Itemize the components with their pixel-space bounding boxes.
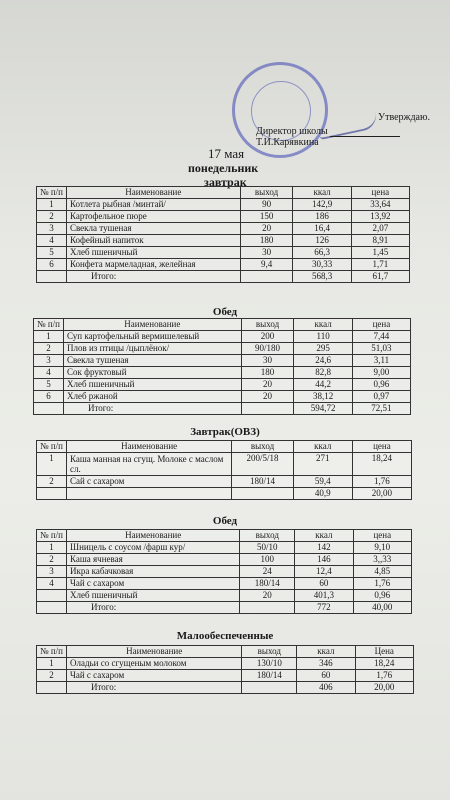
- table-cell: Сок фруктовый: [63, 367, 241, 379]
- table-cell: 346: [297, 658, 355, 670]
- table-cell: 0,97: [352, 391, 410, 403]
- table-row: [34, 391, 411, 403]
- table-cell: Хлеб ржаной: [63, 391, 241, 403]
- table-cell: ккал: [293, 441, 352, 453]
- table-header-row: [37, 530, 412, 542]
- table-cell: 0,96: [352, 379, 410, 391]
- table-cell: 2,07: [351, 223, 409, 235]
- table-row: [37, 199, 410, 211]
- table-cell: 110: [294, 331, 352, 343]
- table-cell: 142: [295, 542, 353, 554]
- table-cell: 2: [37, 211, 67, 223]
- breakfast-title: завтрак: [204, 175, 247, 189]
- table-cell: 66,3: [293, 247, 351, 259]
- table-cell: [242, 682, 297, 694]
- ovz-breakfast-table: [36, 440, 412, 500]
- table-row: [37, 247, 410, 259]
- table-cell: 38,12: [294, 391, 352, 403]
- table-cell: 44,2: [294, 379, 352, 391]
- table-cell: 61,7: [351, 271, 409, 283]
- table-cell: Шницель с соусом /фарш кур/: [66, 542, 239, 554]
- table-cell: 13,92: [351, 211, 409, 223]
- table-cell: [232, 488, 293, 500]
- signature-line: [330, 136, 400, 137]
- table-cell: 9,10: [353, 542, 411, 554]
- table-cell: 30,33: [293, 259, 351, 271]
- table-cell: 24,6: [294, 355, 352, 367]
- table-cell: 3: [37, 566, 67, 578]
- table-cell: 180/14: [232, 476, 293, 488]
- table-header-row: [37, 187, 410, 199]
- table-cell: 772: [295, 602, 353, 614]
- table-cell: 20: [240, 223, 293, 235]
- table-cell: Сай с сахаром: [66, 476, 231, 488]
- table-cell: 7,44: [352, 331, 410, 343]
- table-row: [37, 590, 412, 602]
- table-cell: 126: [293, 235, 351, 247]
- table-cell: 142,9: [293, 199, 351, 211]
- table-cell: 51,03: [352, 343, 410, 355]
- table-cell: 594,72: [294, 403, 352, 415]
- table-cell: Наименование: [66, 441, 231, 453]
- low-income-title: Малообеспеченные: [176, 630, 274, 642]
- table-cell: 1: [34, 331, 64, 343]
- table-cell: 146: [295, 554, 353, 566]
- lunch-table: [33, 318, 411, 415]
- table-cell: 100: [240, 554, 295, 566]
- table-header-row: [37, 441, 412, 453]
- total-row: [37, 682, 414, 694]
- table-cell: 60: [295, 578, 353, 590]
- table-row: [37, 542, 412, 554]
- table-cell: 12,4: [295, 566, 353, 578]
- table-cell: [34, 403, 64, 415]
- table-cell: 9,4: [240, 259, 293, 271]
- table-cell: 1: [37, 658, 67, 670]
- table-cell: 4: [37, 578, 67, 590]
- table-cell: Наименование: [66, 530, 239, 542]
- table-cell: 16,4: [293, 223, 351, 235]
- table-cell: 18,24: [355, 658, 413, 670]
- table-row: [37, 223, 410, 235]
- table-row: [37, 259, 410, 271]
- table-cell: [66, 488, 231, 500]
- table-cell: 24: [240, 566, 295, 578]
- table-cell: ккал: [297, 646, 355, 658]
- lunch-2-title: Обед: [212, 515, 238, 527]
- menu-date: 17 мая: [208, 146, 245, 161]
- table-cell: выход: [232, 441, 293, 453]
- table-cell: Наименование: [63, 319, 241, 331]
- table-cell: [241, 403, 294, 415]
- table-cell: Картофельное пюре: [66, 211, 240, 223]
- table-cell: Каша манная на сгущ. Молоке с маслом сл.: [66, 453, 231, 476]
- table-row: [34, 379, 411, 391]
- table-cell: Чай с сахаром: [66, 670, 241, 682]
- table-cell: цена: [353, 530, 411, 542]
- col-num: № п/п: [37, 187, 67, 199]
- table-cell: 1: [37, 199, 67, 211]
- table-cell: [240, 602, 295, 614]
- table-cell: Цена: [355, 646, 413, 658]
- table-row: [34, 355, 411, 367]
- table-cell: № п/п: [37, 646, 67, 658]
- table-cell: 33,64: [351, 199, 409, 211]
- table-cell: 20,00: [355, 682, 413, 694]
- approval-label: Утверждаю.: [378, 112, 430, 123]
- lunch-title: Обед: [212, 306, 238, 318]
- lunch-2-table: [36, 529, 412, 614]
- table-cell: 3,,33: [353, 554, 411, 566]
- table-cell: Конфета мармеладная, желейная: [66, 259, 240, 271]
- total-row: [34, 403, 411, 415]
- table-cell: № п/п: [34, 319, 64, 331]
- table-cell: цена: [352, 441, 411, 453]
- table-cell: ккал: [294, 319, 352, 331]
- table-cell: 180: [240, 235, 293, 247]
- col-out: выход: [240, 187, 293, 199]
- table-cell: 2: [37, 554, 67, 566]
- table-cell: 20: [241, 379, 294, 391]
- table-cell: 90: [240, 199, 293, 211]
- table-cell: 568,3: [293, 271, 351, 283]
- table-cell: 50/10: [240, 542, 295, 554]
- table-row: [34, 367, 411, 379]
- low-income-table: [36, 645, 414, 694]
- table-cell: [37, 602, 67, 614]
- table-cell: Плов из птицы /цыплёнок/: [63, 343, 241, 355]
- table-row: [37, 476, 412, 488]
- table-cell: выход: [241, 319, 294, 331]
- table-cell: 150: [240, 211, 293, 223]
- table-cell: Кофейный напиток: [66, 235, 240, 247]
- col-kcal: ккал: [293, 187, 351, 199]
- table-cell: 30: [240, 247, 293, 259]
- table-cell: 4: [34, 367, 64, 379]
- table-cell: 3: [37, 223, 67, 235]
- table-cell: 1,45: [351, 247, 409, 259]
- table-cell: [37, 271, 67, 283]
- low-income-rows: [37, 658, 414, 694]
- table-row: [37, 235, 410, 247]
- director-title: Директор школы: [256, 126, 328, 137]
- table-row: [37, 453, 412, 476]
- table-cell: 60: [297, 670, 355, 682]
- table-cell: ккал: [295, 530, 353, 542]
- breakfast-rows: [37, 199, 410, 283]
- table-row: [37, 670, 414, 682]
- table-cell: 5: [34, 379, 64, 391]
- table-cell: 2: [34, 343, 64, 355]
- table-cell: [240, 271, 293, 283]
- table-cell: 20: [241, 391, 294, 403]
- table-cell: цена: [352, 319, 410, 331]
- table-cell: 1,71: [351, 259, 409, 271]
- table-cell: 1,76: [352, 476, 411, 488]
- total-row: [37, 602, 412, 614]
- table-cell: 82,8: [294, 367, 352, 379]
- total-row: [37, 271, 410, 283]
- table-cell: 40,00: [353, 602, 411, 614]
- table-header-row: [37, 646, 414, 658]
- table-cell: 8,91: [351, 235, 409, 247]
- table-cell: 59,4: [293, 476, 352, 488]
- table-cell: 186: [293, 211, 351, 223]
- table-cell: Каша ячневая: [66, 554, 239, 566]
- table-cell: 1,76: [353, 578, 411, 590]
- table-cell: 30: [241, 355, 294, 367]
- breakfast-table: [36, 186, 410, 283]
- table-row: [37, 566, 412, 578]
- table-cell: Итого:: [66, 602, 239, 614]
- table-cell: выход: [242, 646, 297, 658]
- ovz-breakfast-rows: [37, 453, 412, 500]
- table-cell: [37, 488, 67, 500]
- table-row: [37, 211, 410, 223]
- table-header-row: [34, 319, 411, 331]
- table-cell: Итого:: [63, 403, 241, 415]
- table-cell: 6: [34, 391, 64, 403]
- table-cell: 20: [240, 590, 295, 602]
- table-cell: 18,24: [352, 453, 411, 476]
- table-cell: Суп картофельный вермишелевый: [63, 331, 241, 343]
- table-cell: 90/180: [241, 343, 294, 355]
- director-name: Т.И.Карявкина: [256, 137, 319, 148]
- table-cell: 1: [37, 453, 67, 476]
- approval-director: [256, 126, 446, 148]
- lunch-2-rows: [37, 542, 412, 614]
- table-cell: Котлета рыбная /минтай/: [66, 199, 240, 211]
- table-cell: 406: [297, 682, 355, 694]
- table-cell: Оладьи со сгущеным молоком: [66, 658, 241, 670]
- table-cell: Чай с сахаром: [66, 578, 239, 590]
- table-cell: 200/5/18: [232, 453, 293, 476]
- table-cell: 4,85: [353, 566, 411, 578]
- table-row: [34, 331, 411, 343]
- table-cell: 40,9: [293, 488, 352, 500]
- table-row: [37, 554, 412, 566]
- table-cell: 1,76: [355, 670, 413, 682]
- table-cell: Итого:: [66, 271, 240, 283]
- table-cell: 4: [37, 235, 67, 247]
- table-row: [34, 343, 411, 355]
- table-cell: 5: [37, 247, 67, 259]
- table-cell: Хлеб пшеничный: [66, 247, 240, 259]
- table-cell: 180/14: [242, 670, 297, 682]
- lunch-rows: [34, 331, 411, 415]
- table-cell: 295: [294, 343, 352, 355]
- table-cell: Свекла тушеная: [66, 223, 240, 235]
- table-cell: 72,51: [352, 403, 410, 415]
- table-row: [37, 658, 414, 670]
- ovz-breakfast-title: Завтрак(ОВЗ): [190, 426, 260, 438]
- col-name: Наименование: [66, 187, 240, 199]
- table-cell: 271: [293, 453, 352, 476]
- table-cell: 130/10: [242, 658, 297, 670]
- col-price: цена: [351, 187, 409, 199]
- table-cell: 3: [34, 355, 64, 367]
- table-row: [37, 578, 412, 590]
- table-cell: Итого:: [66, 682, 241, 694]
- total-row: [37, 488, 412, 500]
- table-cell: 2: [37, 476, 67, 488]
- table-cell: выход: [240, 530, 295, 542]
- table-cell: 9,00: [352, 367, 410, 379]
- table-cell: 1: [37, 542, 67, 554]
- table-cell: Свекла тушеная: [63, 355, 241, 367]
- table-cell: 0,96: [353, 590, 411, 602]
- table-cell: 2: [37, 670, 67, 682]
- table-cell: № п/п: [37, 530, 67, 542]
- table-cell: [37, 682, 67, 694]
- table-cell: 3,11: [352, 355, 410, 367]
- menu-weekday: понедельник: [188, 161, 259, 175]
- table-cell: 180/14: [240, 578, 295, 590]
- table-cell: Хлеб пшеничный: [66, 590, 239, 602]
- table-cell: Икра кабачковая: [66, 566, 239, 578]
- table-cell: № п/п: [37, 441, 67, 453]
- table-cell: 6: [37, 259, 67, 271]
- table-cell: 180: [241, 367, 294, 379]
- table-cell: [37, 590, 67, 602]
- table-cell: Хлеб пшеничный: [63, 379, 241, 391]
- table-cell: 200: [241, 331, 294, 343]
- table-cell: 20,00: [352, 488, 411, 500]
- table-cell: Наименование: [66, 646, 241, 658]
- table-cell: 401,3: [295, 590, 353, 602]
